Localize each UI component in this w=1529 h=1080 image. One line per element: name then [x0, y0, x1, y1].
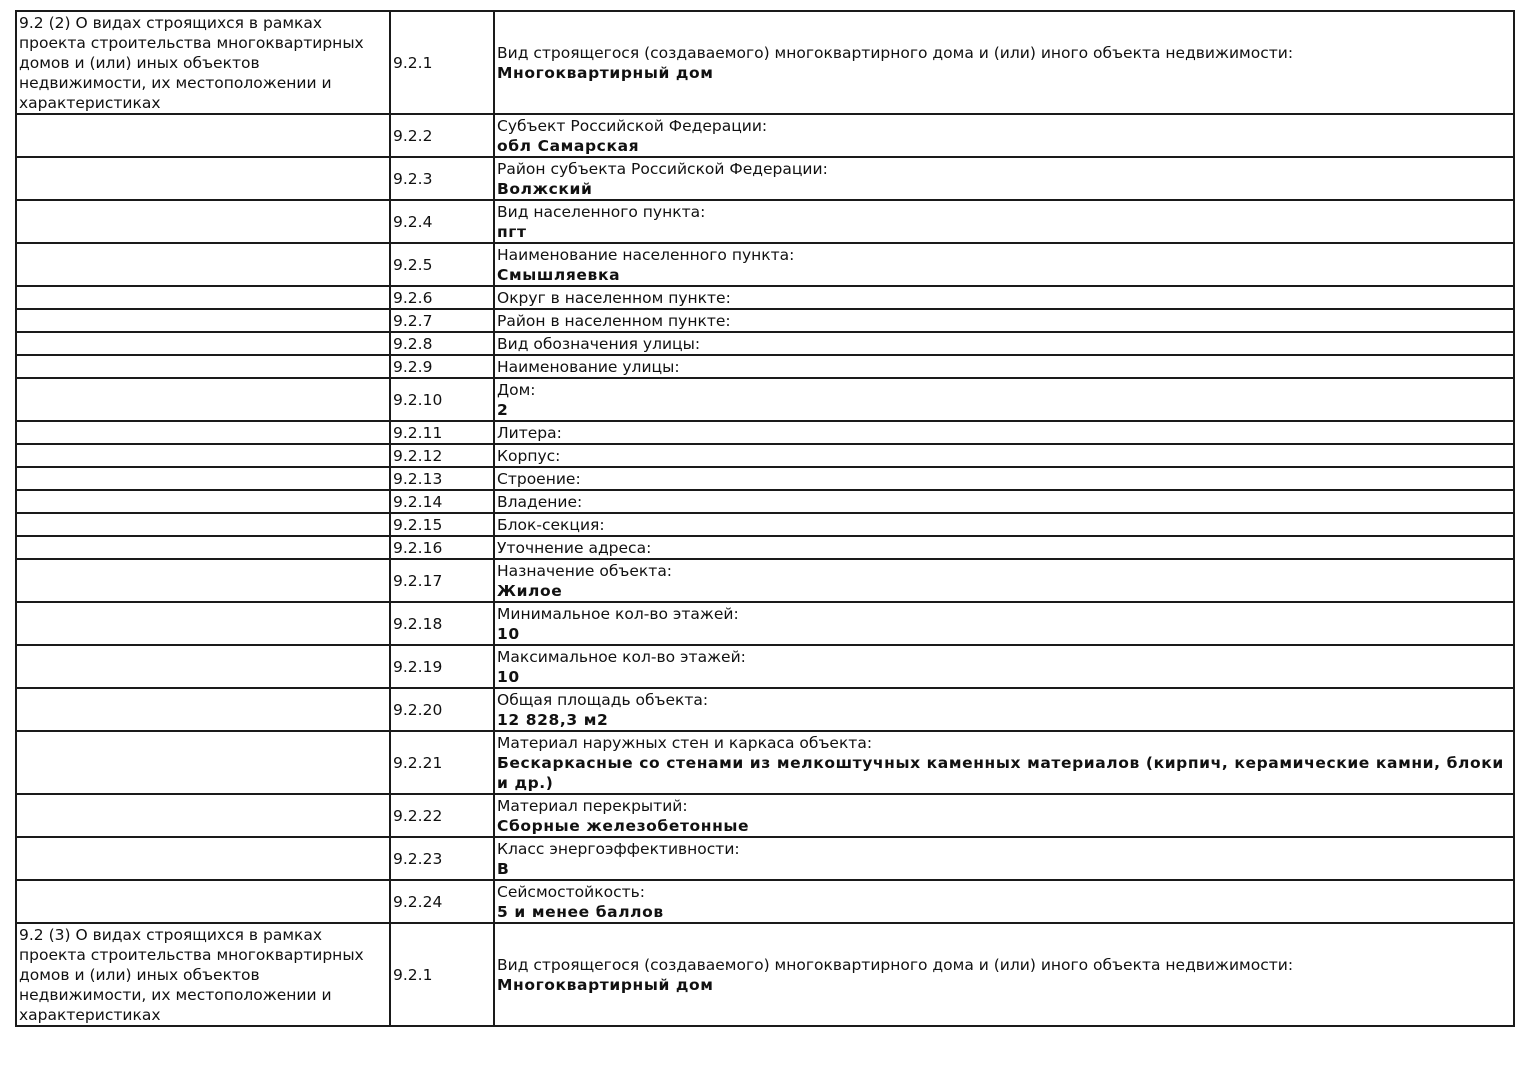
item-value: Сборные железобетонные: [497, 816, 750, 835]
section-cell-empty: [16, 467, 390, 490]
section-cell-empty: [16, 378, 390, 421]
item-description: [494, 923, 1514, 1026]
table-row: [16, 837, 1514, 880]
item-code: 9.2.3: [390, 157, 494, 200]
item-code: 9.2.17: [390, 559, 494, 602]
item-label: Минимальное кол-во этажей:: [497, 604, 739, 623]
item-description: [494, 309, 1514, 332]
section-cell-empty: [16, 355, 390, 378]
item-code: 9.2.15: [390, 513, 494, 536]
section-cell-empty: [16, 536, 390, 559]
item-label: Назначение объекта:: [497, 561, 673, 580]
item-code: 9.2.21: [390, 731, 494, 794]
item-description: [494, 467, 1514, 490]
item-code: 9.2.4: [390, 200, 494, 243]
item-label: Блок-секция:: [497, 515, 605, 534]
item-value: 2: [497, 400, 509, 419]
item-label: Материал перекрытий:: [497, 796, 688, 815]
item-label: Уточнение адреса:: [497, 538, 652, 557]
section-cell-empty: [16, 688, 390, 731]
table-row: [16, 332, 1514, 355]
item-code: 9.2.19: [390, 645, 494, 688]
item-code: 9.2.8: [390, 332, 494, 355]
table-row: [16, 559, 1514, 602]
item-code: 9.2.24: [390, 880, 494, 923]
item-value: B: [497, 859, 510, 878]
item-description: [494, 794, 1514, 837]
item-label: Сейсмостойкость:: [497, 882, 645, 901]
item-description: [494, 114, 1514, 157]
item-value: 12 828,3 м2: [497, 710, 609, 729]
item-code: 9.2.1: [390, 923, 494, 1026]
table-row: [16, 923, 1514, 1026]
item-description: [494, 880, 1514, 923]
item-label: Вид строящегося (создаваемого) многоквартирного дома и (или) иного объекта недвижимости:: [497, 43, 1294, 62]
item-description: [494, 243, 1514, 286]
item-description: [494, 490, 1514, 513]
item-value: 10: [497, 624, 520, 643]
item-description: [494, 837, 1514, 880]
item-value: пгт: [497, 222, 527, 241]
disclosure-table: [15, 10, 1515, 1027]
item-value: 5 и менее баллов: [497, 902, 664, 921]
section-cell-empty: [16, 421, 390, 444]
item-code: 9.2.6: [390, 286, 494, 309]
item-description: [494, 332, 1514, 355]
item-description: [494, 355, 1514, 378]
table-row: [16, 536, 1514, 559]
item-label: Литера:: [497, 423, 562, 442]
item-description: [494, 536, 1514, 559]
disclosure-table-body: [16, 11, 1514, 1026]
item-description: [494, 286, 1514, 309]
item-code: 9.2.7: [390, 309, 494, 332]
section-cell-empty: [16, 490, 390, 513]
table-row: [16, 200, 1514, 243]
table-row: [16, 444, 1514, 467]
table-row: [16, 602, 1514, 645]
item-label: Владение:: [497, 492, 583, 511]
section-cell-empty: [16, 794, 390, 837]
section-cell-empty: [16, 157, 390, 200]
section-title: 9.2 (2) О видах строящихся в рамках проекта строительства многоквартирных домов и (или) иных объектов недвижимости, их местоположении и характеристиках: [16, 11, 390, 114]
item-description: [494, 444, 1514, 467]
item-code: 9.2.14: [390, 490, 494, 513]
table-row: [16, 467, 1514, 490]
item-label: Материал наружных стен и каркаса объекта:: [497, 733, 873, 752]
item-code: 9.2.9: [390, 355, 494, 378]
item-label: Вид населенного пункта:: [497, 202, 706, 221]
item-code: 9.2.22: [390, 794, 494, 837]
section-cell-empty: [16, 559, 390, 602]
item-label: Район субъекта Российской Федерации:: [497, 159, 828, 178]
table-row: [16, 243, 1514, 286]
item-label: Вид обозначения улицы:: [497, 334, 701, 353]
item-description: [494, 11, 1514, 114]
item-value: Многоквартирный дом: [497, 63, 714, 82]
item-code: 9.2.23: [390, 837, 494, 880]
item-value: Волжский: [497, 179, 593, 198]
item-value: Многоквартирный дом: [497, 975, 714, 994]
section-cell-empty: [16, 286, 390, 309]
table-row: [16, 645, 1514, 688]
item-description: [494, 378, 1514, 421]
item-description: [494, 200, 1514, 243]
item-code: 9.2.13: [390, 467, 494, 490]
item-label: Дом:: [497, 380, 536, 399]
table-row: [16, 490, 1514, 513]
item-code: 9.2.1: [390, 11, 494, 114]
table-row: [16, 513, 1514, 536]
item-code: 9.2.2: [390, 114, 494, 157]
item-value: 10: [497, 667, 520, 686]
item-code: 9.2.11: [390, 421, 494, 444]
item-value: Жилое: [497, 581, 563, 600]
table-row: [16, 421, 1514, 444]
item-label: Максимальное кол-во этажей:: [497, 647, 746, 666]
item-description: [494, 688, 1514, 731]
table-row: [16, 731, 1514, 794]
table-row: [16, 688, 1514, 731]
table-row: [16, 378, 1514, 421]
item-label: Наименование населенного пункта:: [497, 245, 795, 264]
item-value: Бескаркасные со стенами из мелкоштучных каменных материалов (кирпич, керамические камни, блоки и др.): [497, 753, 1504, 792]
table-row: [16, 794, 1514, 837]
section-cell-empty: [16, 645, 390, 688]
section-cell-empty: [16, 114, 390, 157]
item-value: Смышляевка: [497, 265, 621, 284]
table-row: [16, 157, 1514, 200]
item-label: Субъект Российской Федерации:: [497, 116, 768, 135]
table-row: [16, 286, 1514, 309]
item-code: 9.2.20: [390, 688, 494, 731]
section-cell-empty: [16, 731, 390, 794]
table-row: [16, 11, 1514, 114]
section-cell-empty: [16, 200, 390, 243]
item-label: Строение:: [497, 469, 581, 488]
section-title: 9.2 (3) О видах строящихся в рамках проекта строительства многоквартирных домов и (или) иных объектов недвижимости, их местоположении и характеристиках: [16, 923, 390, 1026]
item-code: 9.2.16: [390, 536, 494, 559]
item-description: [494, 421, 1514, 444]
item-code: 9.2.10: [390, 378, 494, 421]
section-cell-empty: [16, 243, 390, 286]
item-code: 9.2.5: [390, 243, 494, 286]
item-description: [494, 513, 1514, 536]
item-label: Район в населенном пункте:: [497, 311, 731, 330]
item-label: Общая площадь объекта:: [497, 690, 709, 709]
item-description: [494, 559, 1514, 602]
section-cell-empty: [16, 444, 390, 467]
item-label: Класс энергоэффективности:: [497, 839, 740, 858]
item-description: [494, 157, 1514, 200]
section-cell-empty: [16, 309, 390, 332]
item-label: Округ в населенном пункте:: [497, 288, 731, 307]
item-description: [494, 645, 1514, 688]
item-value: обл Самарская: [497, 136, 640, 155]
item-label: Корпус:: [497, 446, 561, 465]
table-row: [16, 114, 1514, 157]
section-cell-empty: [16, 513, 390, 536]
table-row: [16, 880, 1514, 923]
item-description: [494, 731, 1514, 794]
section-cell-empty: [16, 602, 390, 645]
table-row: [16, 355, 1514, 378]
item-code: 9.2.18: [390, 602, 494, 645]
item-label: Вид строящегося (создаваемого) многоквартирного дома и (или) иного объекта недвижимости:: [497, 955, 1294, 974]
item-code: 9.2.12: [390, 444, 494, 467]
section-cell-empty: [16, 332, 390, 355]
item-description: [494, 602, 1514, 645]
table-row: [16, 309, 1514, 332]
section-cell-empty: [16, 880, 390, 923]
item-label: Наименование улицы:: [497, 357, 680, 376]
section-cell-empty: [16, 837, 390, 880]
